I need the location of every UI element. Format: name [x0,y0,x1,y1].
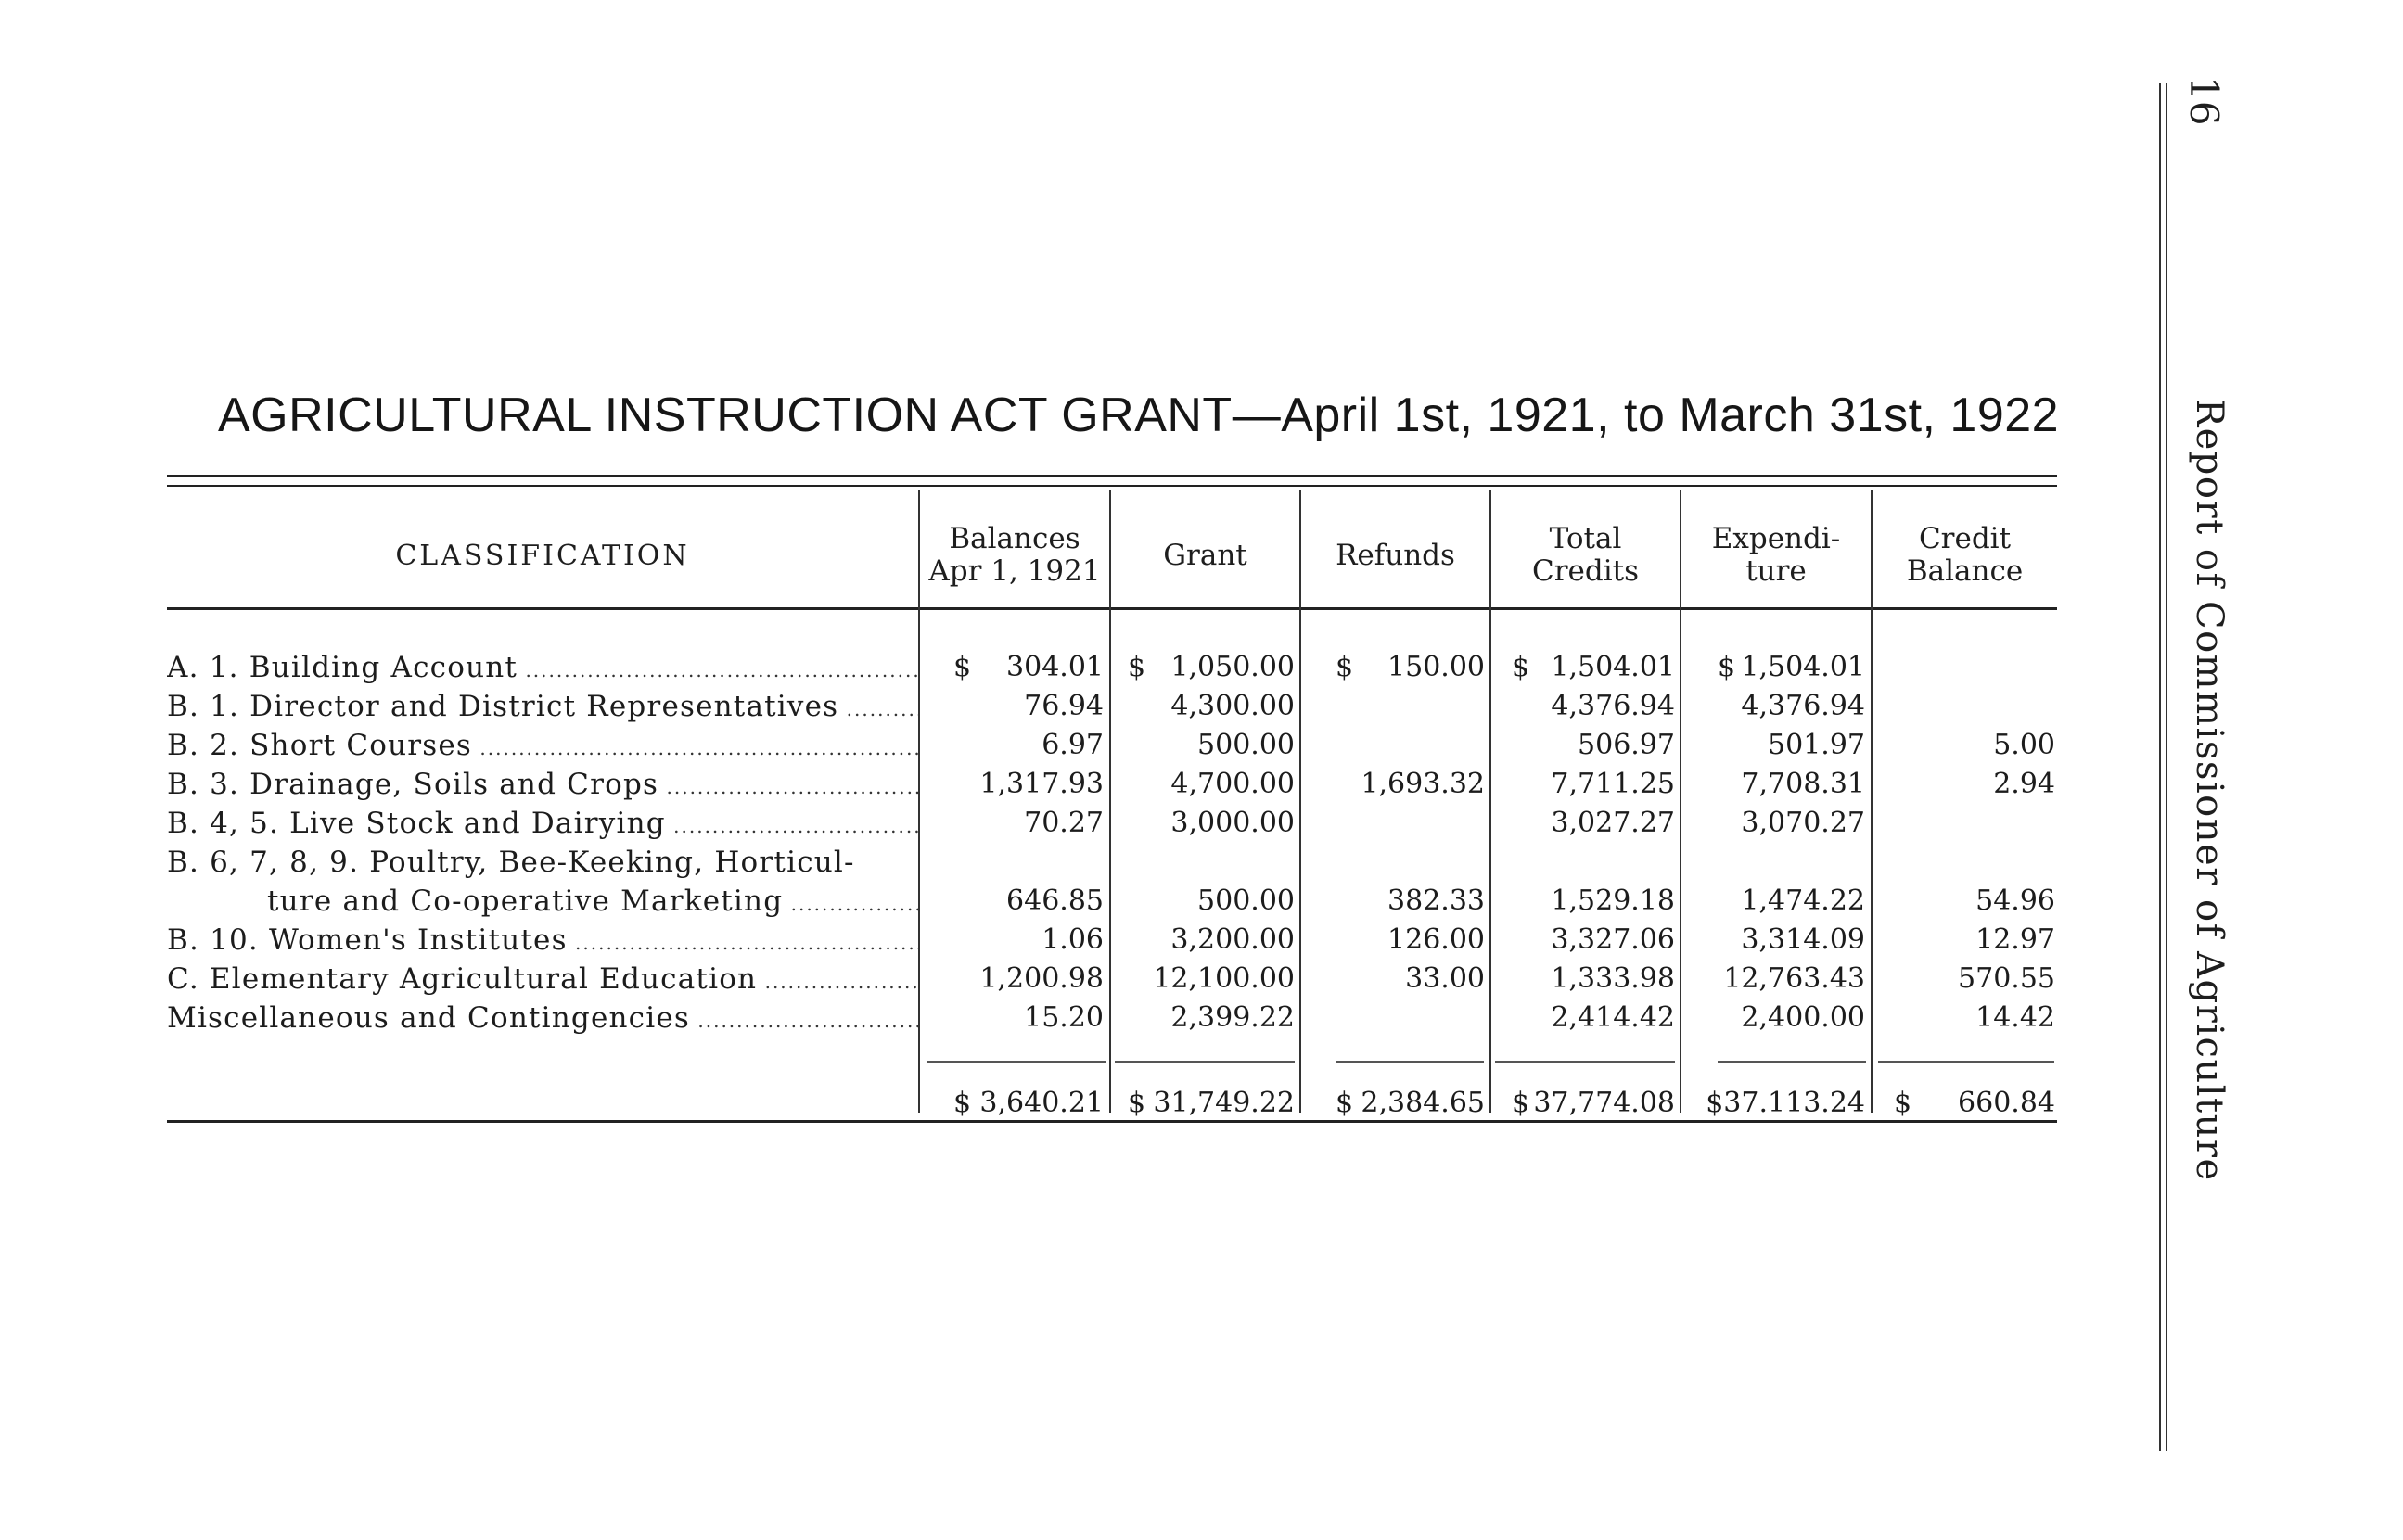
cell-balances: 1,317.93 [979,768,1104,800]
cell-refunds [1303,804,1485,843]
table-row [0,999,2403,1037]
table-row [0,765,2403,804]
cell-expenditure: 1,474.22 [1741,885,1865,917]
table-row [0,648,2403,687]
total-credits: 37,774.08 [1533,1087,1675,1119]
row-label: B. 6, 7, 8, 9. Poultry, Bee-Keeking, Horticul- [167,846,855,879]
table-row [0,726,2403,765]
table-row [0,921,2403,960]
cell-expenditure: 501.97 [1768,729,1865,761]
total-grant: 31,749.22 [1153,1087,1295,1119]
dollar-sign: $ [1336,1087,1354,1119]
cell-grant: 4,300.00 [1170,690,1295,722]
cell-expenditure: 4,376.94 [1741,690,1865,722]
row-label: B. 2. Short Courses ..... [167,726,918,768]
cell-refunds [1303,999,1485,1037]
subtotal-rule [1115,1061,1295,1063]
dollar-sign: $ [1128,1087,1146,1119]
dollar-sign: $ [1894,1087,1912,1119]
row-label: B. 10. Women's Institutes ..... [167,921,918,962]
cell-refunds: 382.33 [1387,885,1485,917]
cell-total-credits: 4,376.94 [1551,690,1675,722]
total-refunds: 2,384.65 [1361,1087,1485,1119]
cell-total-credits: 3,027.27 [1551,807,1675,839]
cell-refunds: 150.00 [1387,651,1485,683]
page-title: AGRICULTURAL INSTRUCTION ACT GRANT—April 1st, 1921, to March 31st, 1922 [218,388,2060,442]
row-label: B. 4, 5. Live Stock and Dairying ..... [167,804,918,846]
cell-grant: 4,700.00 [1170,768,1295,800]
cell-total-credits: 506.97 [1578,729,1675,761]
table-row [0,687,2403,726]
cell-credit-balance: 54.96 [1975,885,2055,917]
cell-grant: 3,000.00 [1170,807,1295,839]
cell-grant: 500.00 [1197,729,1295,761]
row-label: B. 1. Director and District Representatives ..... [167,687,918,729]
cell-expenditure: 7,708.31 [1741,768,1865,800]
cell-credit-balance [1873,687,2055,726]
cell-refunds [1303,687,1485,726]
cell-total-credits: 1,504.01 [1551,651,1675,683]
cell-total-credits: 2,414.42 [1551,1001,1675,1034]
subtotal-rule [1336,1061,1484,1063]
cell-balances: 304.01 [1006,651,1104,683]
header-expenditure: Expendi- ture [1711,522,1841,588]
cell-balances: 70.27 [1024,807,1104,839]
cell-balances: 646.85 [1006,885,1104,917]
header-rule [167,607,2057,610]
dollar-sign: $ [1718,651,1736,683]
row-label: ture and Co-operative Marketing ..... [267,882,918,923]
cell-credit-balance: 570.55 [1958,962,2055,995]
cell-total-credits: 3,327.06 [1551,923,1675,956]
cell-credit-balance: 5.00 [1993,729,2055,761]
header-balances: Balances Apr 1, 1921 [928,522,1101,588]
cell-grant: 12,100.00 [1153,962,1295,995]
cell-grant: 3,200.00 [1170,923,1295,956]
cell-balances: 76.94 [1024,690,1104,722]
cell-refunds [1303,726,1485,765]
cell-expenditure: 3,070.27 [1741,807,1865,839]
header-total-credits: Total Credits [1531,522,1639,588]
cell-credit-balance [1873,804,2055,843]
top-rule-thin [167,485,2057,487]
cell-balances: 6.97 [1042,729,1104,761]
table-row-label-continued [0,843,2403,882]
cell-total-credits: 7,711.25 [1551,768,1675,800]
cell-credit-balance [1873,648,2055,687]
cell-grant: 500.00 [1197,885,1295,917]
dollar-sign: $ [1128,651,1146,683]
table-row [0,882,2403,921]
total-credit-balance: 660.84 [1958,1087,2055,1119]
cell-credit-balance: 14.42 [1975,1001,2055,1034]
cell-expenditure: 2,400.00 [1741,1001,1865,1034]
cell-expenditure: 3,314.09 [1741,923,1865,956]
cell-expenditure: 12,763.43 [1723,962,1865,995]
subtotal-rule [1495,1061,1675,1063]
dollar-sign: $ [1512,651,1530,683]
total-expenditure: $37.113.24 [1706,1087,1865,1119]
cell-grant: 2,399.22 [1170,1001,1295,1034]
cell-expenditure: 1,504.01 [1741,651,1865,683]
row-label: C. Elementary Agricultural Education ..... [167,960,918,1001]
table-row [0,804,2403,843]
cell-credit-balance: 12.97 [1975,923,2055,956]
cell-total-credits: 1,529.18 [1551,885,1675,917]
running-head: Report of Commissioner of Agriculture [2188,399,2230,1182]
subtotal-rule [927,1061,1106,1063]
total-balances: 3,640.21 [979,1087,1104,1119]
row-label: A. 1. Building Account ..... [167,648,918,690]
cell-credit-balance: 2.94 [1993,768,2055,800]
cell-refunds: 1,693.32 [1361,768,1485,800]
page-number: 16 [2181,76,2227,126]
header-classification: CLASSIFICATION [395,539,690,572]
subtotal-rule [1718,1061,1866,1063]
subtotal-rule [1878,1061,2054,1063]
table-row [0,960,2403,999]
cell-refunds: 126.00 [1387,923,1485,956]
cell-grant: 1,050.00 [1170,651,1295,683]
dollar-sign: $ [953,651,972,683]
totals-row [0,1084,2403,1123]
header-credit-balance: Credit Balance [1906,522,2024,588]
header-refunds: Refunds [1336,538,1455,572]
cell-total-credits: 1,333.98 [1551,962,1675,995]
top-rule [167,475,2057,477]
dollar-sign: $ [1512,1087,1530,1119]
row-label: Miscellaneous and Contingencies ..... [167,999,918,1040]
dollar-sign: $ [953,1087,972,1119]
cell-balances: 1,200.98 [979,962,1104,995]
cell-balances: 15.20 [1024,1001,1104,1034]
row-label: B. 3. Drainage, Soils and Crops ..... [167,765,918,807]
cell-balances: 1.06 [1042,923,1104,956]
header-grant: Grant [1163,538,1247,572]
dollar-sign: $ [1336,651,1354,683]
cell-refunds: 33.00 [1405,962,1485,995]
